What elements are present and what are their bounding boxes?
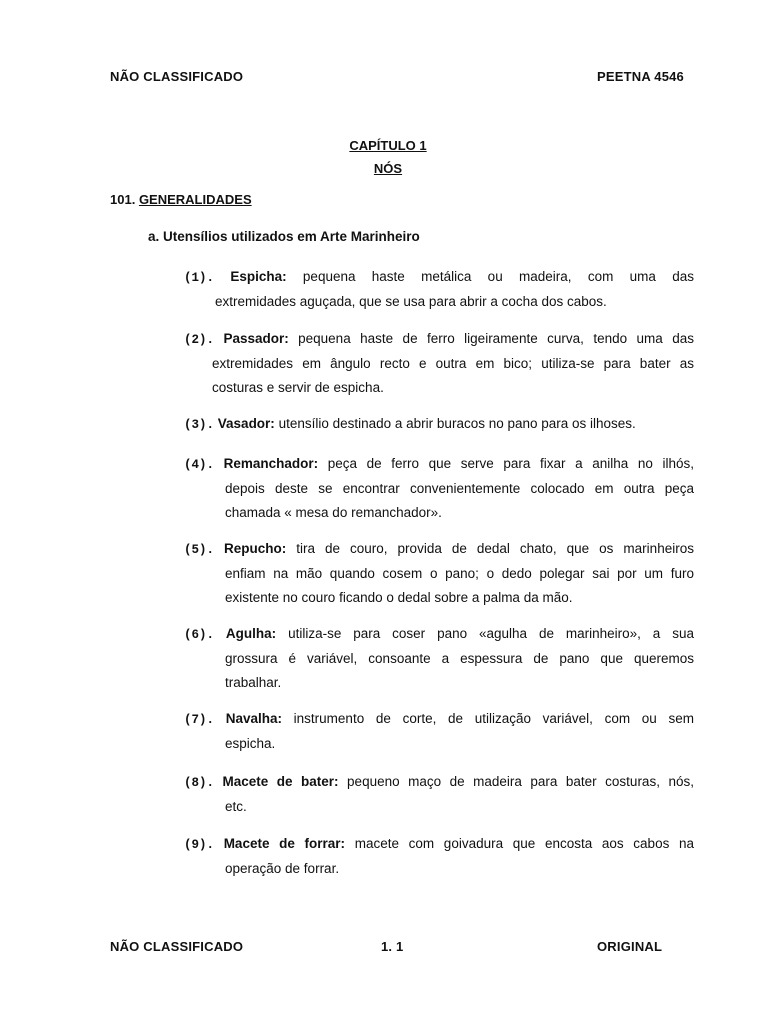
item-first-line <box>184 327 694 352</box>
item-description: utiliza-se para coser pano «agulha de marinheiro», a sua <box>288 626 694 641</box>
chapter-title: NÓS <box>373 161 403 176</box>
item-description: pequeno maço de madeira para bater costuras, nós, <box>347 774 694 789</box>
item-term: Passador: <box>223 331 289 346</box>
item-term: Macete de forrar: <box>223 836 346 851</box>
item-description: peça de ferro que serve para fixar a anilha no ilhós, <box>327 456 694 471</box>
list-item <box>184 452 694 525</box>
item-description: instrumento de corte, de utilização variável, com ou sem <box>293 711 694 726</box>
item-description: pequena haste de ferro ligeiramente curva, tendo uma das <box>298 331 694 346</box>
item-term: Macete de bater: <box>222 774 339 789</box>
item-continuation-line: extremidades aguçada, que se usa para abrir a cocha dos cabos. <box>215 294 607 309</box>
section-number: 101. <box>110 192 136 207</box>
item-number: (9). <box>184 838 215 852</box>
item-first-line <box>184 832 694 857</box>
item-continuation-line: enfiam na mão quando cosem o pano; o dedo polegar sai por um furo <box>225 566 694 581</box>
item-continuation-line: chamada « mesa do remanchador». <box>225 505 442 520</box>
item-number: (2). <box>184 333 215 347</box>
subsection-heading: a. Utensílios utilizados em Arte Marinheiro <box>148 229 420 244</box>
item-first-line <box>184 452 694 477</box>
item-term: Repucho: <box>224 541 287 556</box>
item-term: Agulha: <box>225 626 277 641</box>
item-number: (3). <box>184 418 215 432</box>
item-continuation-line: existente no couro ficando o dedal sobre a palma da mão. <box>225 590 573 605</box>
item-continuation-line: etc. <box>225 799 247 814</box>
header-document-code: PEETNA 4546 <box>597 69 684 84</box>
item-continuation-line: trabalhar. <box>225 675 282 690</box>
list-item <box>184 707 694 756</box>
list-item <box>184 622 694 695</box>
item-first-line <box>184 707 694 732</box>
item-description: utensílio destinado a abrir buracos no pano para os ilhoses. <box>278 416 636 431</box>
item-continuation-line: costuras e servir de espicha. <box>212 380 384 395</box>
item-first-line <box>184 622 694 647</box>
item-continuation-line: espicha. <box>225 736 276 751</box>
list-item <box>184 770 694 819</box>
section-heading <box>110 192 252 207</box>
item-description: pequena haste metálica ou madeira, com uma das <box>302 269 694 284</box>
item-first-line <box>184 770 694 795</box>
item-number: (4). <box>184 458 215 472</box>
item-number: (1). <box>184 271 215 285</box>
item-number: (7). <box>184 713 215 727</box>
item-continuation-line: depois deste se encontrar convenientemente colocado em outra peça <box>225 481 694 496</box>
item-number: (6). <box>184 628 215 642</box>
list-item <box>184 537 694 610</box>
item-term: Remanchador: <box>223 456 319 471</box>
item-first-line <box>184 265 694 290</box>
footer-classification: NÃO CLASSIFICADO <box>110 939 244 954</box>
item-number: (5). <box>184 543 215 557</box>
footer-status: ORIGINAL <box>597 939 663 954</box>
item-term: Navalha: <box>225 711 282 726</box>
list-item <box>184 412 694 437</box>
list-item <box>184 832 694 881</box>
item-term: Vasador: <box>217 416 275 431</box>
footer-page-number: 1. 1 <box>381 939 404 954</box>
list-item <box>184 327 694 400</box>
item-description: tira de couro, provida de dedal chato, que os marinheiros <box>296 541 694 556</box>
item-term: Espicha: <box>230 269 287 284</box>
item-continuation-line: extremidades em ângulo recto e outra em bico; utiliza-se para bater as <box>212 356 694 371</box>
chapter-label: CAPÍTULO 1 <box>349 138 427 153</box>
item-number: (8). <box>184 776 215 790</box>
item-first-line <box>184 412 694 437</box>
item-continuation-line: grossura é variável, consoante a espessura de pano que queremos <box>225 651 694 666</box>
item-description: macete com goivadura que encosta aos cabos na <box>354 836 694 851</box>
list-item <box>184 265 694 314</box>
section-title: GENERALIDADES <box>138 192 252 207</box>
item-continuation-line: operação de forrar. <box>225 861 340 876</box>
item-first-line <box>184 537 694 562</box>
header-classification: NÃO CLASSIFICADO <box>110 69 244 84</box>
